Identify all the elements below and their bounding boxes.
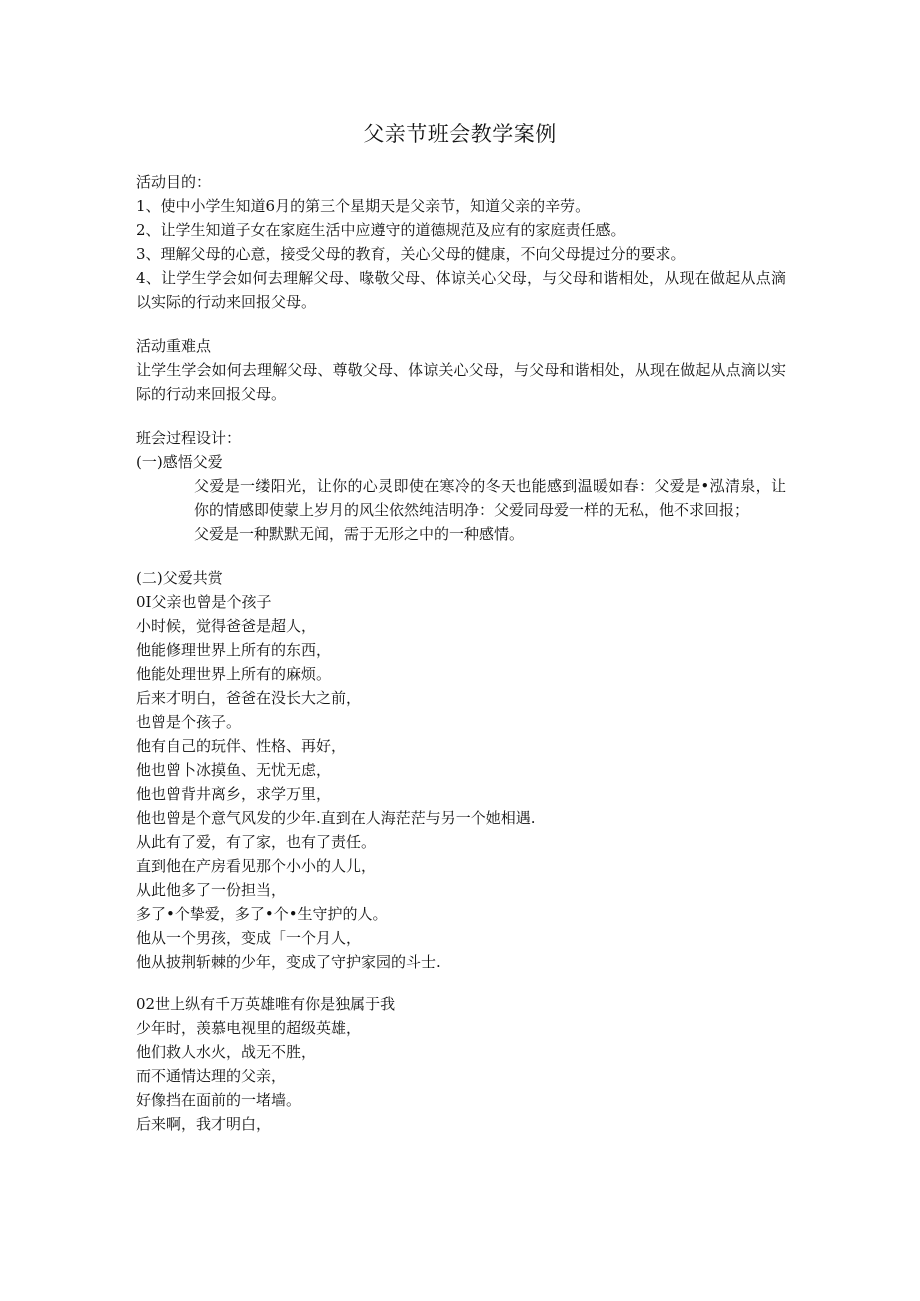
poem-line: 也曾是个孩子。 — [136, 713, 242, 731]
objective-item: 1、使中小学生知道6月的第三个星期天是父亲节，知道父亲的辛劳。 — [136, 197, 591, 215]
poem-line: 从此他多了一份担当， — [136, 881, 287, 899]
objective-item: 3、理解父母的心意，接受父母的教育，关心父母的健康，不向父母提过分的要求。 — [136, 245, 686, 263]
document-body — [136, 170, 786, 1136]
poem-line: 他也曾是个意气风发的少年.直到在人海茫茫与另一个她相遇. — [136, 809, 536, 827]
poem-title: 0I父亲也曾是个孩子 — [136, 593, 272, 611]
poem-line: 少年时，羡慕电视里的超级英雄， — [136, 1019, 362, 1037]
poem-line: 从此有了爱，有了家，也有了责任。 — [136, 833, 377, 851]
objectives-heading: 活动目的： — [136, 173, 212, 191]
poem-line: 他能处理世界上所有的麻烦。 — [136, 665, 332, 683]
section-heading: (一)感悟父爱 — [136, 453, 223, 471]
poem-line: 后来啊，我才明白， — [136, 1115, 272, 1133]
objective-item: 4、让学生学会如何去理解父母、喙敬父母、体谅关心父母，与父母和谐相处，从现在做起从点滴以实际的行动来回报父母。 — [136, 269, 786, 311]
poem-line: 他能修理世界上所有的东西， — [136, 641, 332, 659]
key-points-text: 让学生学会如何去理解父母、尊敬父母、体谅关心父母，与父母和谐相处，从现在做起从点滴以实际的行动来回报父母。 — [136, 361, 786, 403]
poem-line: 小时候，觉得爸爸是超人， — [136, 617, 317, 635]
poem-line: 他从披荆斩棘的少年，变成了守护家园的斗士. — [136, 953, 441, 971]
poem-line: 他也曾卜冰摸鱼、无忧无虑， — [136, 761, 332, 779]
page-title: 父亲节班会教学案例 — [363, 122, 557, 146]
poem-line: 他们救人水火，战无不胜， — [136, 1043, 317, 1061]
key-points-heading: 活动重难点 — [136, 337, 212, 355]
poem-line: 他有自己的玩伴、性格、再好， — [136, 737, 347, 755]
section-heading: (二)父爱共赏 — [136, 569, 223, 587]
poem-line: 他从一个男孩，变成「一个月人， — [136, 929, 362, 947]
poem-title: 02世上纵有千万英雄唯有你是独属于我 — [136, 995, 396, 1013]
poem-line: 而不通情达理的父亲， — [136, 1067, 287, 1085]
section1-content — [136, 474, 786, 546]
poem-line: 直到他在产房看见那个小小的人儿， — [136, 857, 377, 875]
paragraph: 父爱是一缕阳光，让你的心灵即使在寒冷的冬天也能感到温暖如春：父爱是•泓清泉，让你的情感即使蒙上岁月的风尘依然纯洁明净：父爱同母爱一样的无私，他不求回报； — [194, 477, 786, 519]
poem-line: 他也曾背井离乡，求学万里， — [136, 785, 332, 803]
poem-line: 后来才明白，爸爸在没长大之前， — [136, 689, 362, 707]
process-heading: 班会过程设计： — [136, 429, 242, 447]
poem-line: 多了•个挚爱，多了•个•生守护的人。 — [136, 905, 388, 923]
paragraph: 父爱是一种默默无闻，需于无形之中的一种感情。 — [194, 525, 525, 543]
poem-line: 好像挡在面前的一堵墙。 — [136, 1091, 302, 1109]
objective-item: 2、让学生知道子女在家庭生活中应遵守的道德规范及应有的家庭责任感。 — [136, 221, 626, 239]
